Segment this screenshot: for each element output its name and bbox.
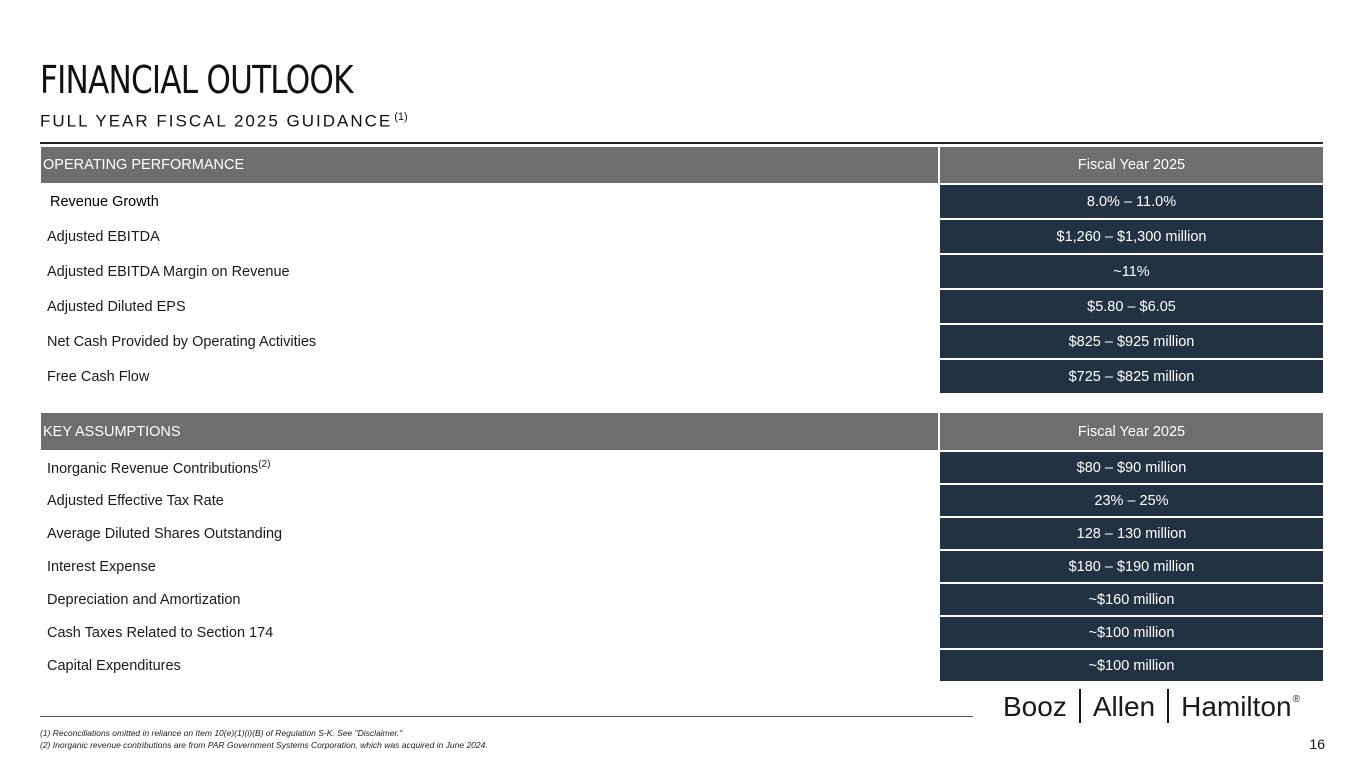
row-label: Capital Expenditures [47,657,181,674]
table-row [41,617,1323,648]
key-assumptions-header: KEY ASSUMPTIONS [41,413,938,450]
table-row [41,255,1323,288]
table-row [41,325,1323,358]
row-value: $80 – $90 million [938,452,1323,483]
top-divider [40,142,1323,144]
logo-hamilton: Hamilton [1181,691,1292,722]
fiscal-year-header: Fiscal Year 2025 [938,413,1323,450]
logo-allen: Allen [1092,691,1156,722]
row-value: ~11% [938,255,1323,288]
logo-separator [1079,689,1081,723]
footnotes [40,727,488,751]
logo-booz: Booz [1003,691,1067,722]
row-value: 23% – 25% [938,485,1323,516]
subtitle-footnote-ref: (1) [394,111,408,123]
row-value: $825 – $925 million [938,325,1323,358]
row-value: $180 – $190 million [938,551,1323,582]
footnote-1: (1) Reconciliations omitted in reliance on Item 10(e)(1)(i)(B) of Regulation S-K. See "Disclaimer." [40,728,403,738]
row-value: ~$160 million [938,584,1323,615]
table-row [41,650,1323,681]
row-value: ~$100 million [938,650,1323,681]
subtitle-text: FULL YEAR FISCAL 2025 GUIDANCE [40,111,393,131]
row-label [41,452,938,483]
row-label: Interest Expense [47,558,156,575]
table-row [41,518,1323,549]
row-label: Net Cash Provided by Operating Activities [47,333,317,350]
table-row [41,485,1323,516]
footnote-ref: (2) [258,458,271,470]
bottom-divider [40,716,973,717]
table-row [41,551,1323,582]
row-value: 128 – 130 million [938,518,1323,549]
row-label: Adjusted EBITDA Margin on Revenue [47,263,290,280]
table-row [41,290,1323,323]
page-title: FINANCIAL OUTLOOK [40,58,353,102]
table-row [41,220,1323,253]
company-logo [1003,689,1300,723]
footnote-2: (2) Inorganic revenue contributions are from PAR Government Systems Corporation, which was acquired in June 2024. [40,740,488,750]
logo-separator [1167,689,1169,723]
row-label: Adjusted Effective Tax Rate [47,492,224,509]
operating-performance-header: OPERATING PERFORMANCE [41,147,938,183]
page-subtitle [40,111,408,132]
row-label: Adjusted Diluted EPS [47,298,186,315]
table-header-row [41,413,1323,450]
key-assumptions-table [41,411,1323,683]
row-value: 8.0% – 11.0% [938,185,1323,218]
row-value: $1,260 – $1,300 million [938,220,1323,253]
row-label: Free Cash Flow [47,368,150,385]
row-label: Cash Taxes Related to Section 174 [47,624,274,641]
row-value: ~$100 million [938,617,1323,648]
row-label: Revenue Growth [50,193,159,210]
row-value: $725 – $825 million [938,360,1323,393]
row-label-text: Inorganic Revenue Contributions [47,460,259,477]
table-row [41,452,1323,483]
registered-mark: ® [1292,694,1300,705]
table-header-row [41,147,1323,183]
table-row [41,185,1323,218]
row-value: $5.80 – $6.05 [938,290,1323,323]
page-number: 16 [1309,736,1325,752]
table-row [41,360,1323,393]
table-row [41,584,1323,615]
fiscal-year-header: Fiscal Year 2025 [938,147,1323,183]
row-label: Average Diluted Shares Outstanding [47,525,283,542]
row-label: Depreciation and Amortization [47,591,241,608]
row-label: Adjusted EBITDA [47,228,160,245]
operating-performance-table [41,145,1323,395]
